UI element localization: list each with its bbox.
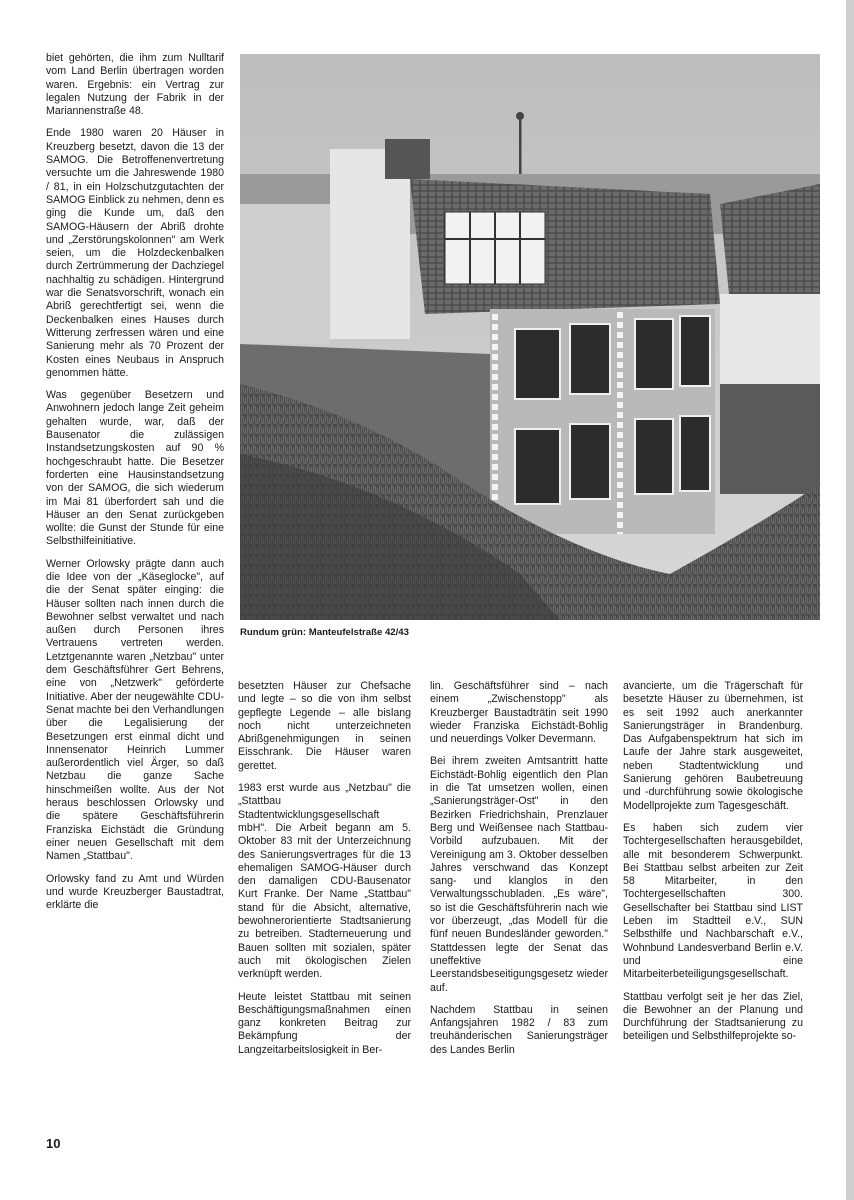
page-edge (846, 0, 854, 1200)
photo-caption: Rundum grün: Manteufelstraße 42/43 (240, 627, 409, 638)
text-column-3 (430, 680, 608, 1066)
paragraph: lin. Geschäftsführer sind – nach einem „Zwischenstopp" als Kreuzberger Baustadträtin seit 1990 wieder Franziska Eichstädt-Bohlig und neuerdings Volker Devermann. (430, 680, 608, 746)
paragraph: Orlowsky fand zu Amt und Würden und wurde Kreuzberger Baustadtrat, erklärte die (46, 872, 224, 912)
paragraph: avancierte, um die Trägerschaft für besetzte Häuser zu übernehmen, ist es seit 1992 auch anerkannter Sanierungsträger in Brandenburg. Das Aufgabenspektrum hat sich im Laufe der Jahre stark ausgeweitet, neben Stadtentwicklung und Sanierung gehören Baubetreuung und -durchführung sowie ökologische Modellprojekte zum Tagesgeschäft. (623, 680, 803, 812)
paragraph: Nachdem Stattbau in seinen Anfangsjahren 1982 / 83 zum treuhänderischen Sanierungsträger des Landes Berlin (430, 1003, 608, 1056)
paragraph: Es haben sich zudem vier Tochtergesellschaften herausgebildet, alle mit besonderem Schwerpunkt. Bei Stattbau selbst arbeiten zur Zeit 58 Mitarbeiter, in den Tochtergesellschaften 300. Gesellschafter bei Stattbau sind LIST Leben im Stadtteil e.V., SUN Selbsthilfe und Nachbarschaft e.V., Wohnbund Landesverband Berlin e.V. und eine Mitarbeiterbeteiligungsgesellschaft. (623, 821, 803, 981)
paragraph: biet gehörten, die ihm zum Nulltarif vom Land Berlin übertragen worden waren. Ergebnis: ein Vertrag zur legalen Nutzung der Fabrik in der Mariannenstraße 48. (46, 52, 224, 118)
text-column-4 (623, 680, 803, 1053)
text-column-1 (46, 52, 224, 921)
paragraph: Werner Orlowsky prägte dann auch die Idee von der „Käseglocke", auf die der Senat später einging: die Häuser sollten nach innen durch die Bewohner selbst verwaltet und nach außen durch Personen ihres Vertrauens vertreten werden. Letztgenannte waren „Netzbau" unter dem Geschäftsführer Gert Behrens, eine von „Netzwerk" geförderte Initiative. Aber der neugewählte CDU-Senat machte bei den Verhandlungen über die Legalisierung der Besetzungen erst einmal dicht und Innensenator Heinrich Lummer außerordentlich viel Ärger, so daß Netzbau die ganze Sache hinschmeißen wollte. Aus der Not heraus beschlossen Orlowsky und die spätere Geschäftsführerin Franziska Eichstädt die Gründung einer neuen Gesellschaft mit dem Namen „Stattbau". (46, 557, 224, 863)
paragraph: Was gegenüber Besetzern und Anwohnern jedoch lange Zeit geheim gehalten wurde, war, daß der Bausenator die zulässigen Instandsetzungskosten auf 90 % hochgeschraubt hatte. Die Besetzer forderten eine Hausinstandsetzung von der SAMOG, die sich wiederum im Mai 81 überfordert sah und die Häuser an den Senat zurückgeben wollte: die Gunst der Stunde für eine Selbsthilfeinitiative. (46, 389, 224, 548)
paragraph: 1983 erst wurde aus „Netzbau" die „Stattbau Stadtentwicklungsgesellschaft mbH". Die Arbeit begann am 5. Oktober 83 mit der Unterzeichnung des Sanierungsvertrages für die 13 ehemaligen SAMOG-Häuser durch den damaligen CDU-Bausenator Kurt Franke. Der Name „Stattbau" stand für die Absicht, alternative, bewohnerorientierte Stadtsanierung zu betreiben. Stadterneuerung und Bauen sollten mit sozialen, später auch mit ökologischen Zielen verknüpft werden. (238, 782, 411, 981)
photo-illustration (240, 54, 820, 620)
photo-courtyard-building (240, 54, 820, 620)
paragraph: Bei ihrem zweiten Amtsantritt hatte Eichstädt-Bohlig eigentlich den Plan in die Tat umsetzen wollen, einen „Sanierungsträger-Ost" in den Bezirken Friedrichshain, Prenzlauer Berg und Weißensee nach Stattbau-Vorbild aufzubauen. Mit der Vereinigung am 3. Oktober desselben Jahres verschwand das Konzept sang- und klanglos in den Verwaltungsschubladen. „Es wäre", so ist die Geschäftsführerin nach wie vor überzeugt, „das Modell für die fünf neuen Bundesländer geworden." Stattdessen legte der Senat das uneffektive Leerstandsbeseitigungsgesetz wieder auf. (430, 755, 608, 994)
text-column-2 (238, 680, 411, 1066)
paragraph: Heute leistet Stattbau mit seinen Beschäftigungsmaßnahmen einen ganz konkreten Beitrag zur Bekämpfung der Langzeitarbeitslosigkeit in Ber- (238, 990, 411, 1056)
page-number: 10 (46, 1136, 61, 1151)
paragraph: besetzten Häuser zur Chefsache und legte – so die von ihm selbst gepflegte Legende – alle bislang noch nicht unterzeichneten Abrißgenehmigungen in seinen Eisschrank. Die Häuser waren gerettet. (238, 680, 411, 772)
paragraph: Ende 1980 waren 20 Häuser in Kreuzberg besetzt, davon die 13 der SAMOG. Die Betroffenenvertretung versuchte um die Jahreswende 1980 / 81, in ein Holzschutzgutachten der SAMOG Einblick zu nehmen, denn es ging die Kunde um, daß den SAMOG-Häusern der Abriß drohte und „Zerstörungskolonnen" am Werk seien, um die Holzdeckenbalken durch Zertrümmerung der Dachziegel nachhaltig zu schädigen. Hintergrund war die Senatsvorschrift, wonach ein Abriß gerechtfertigt sei, wenn die Deckenbalken eines Hauses durch Witterung zerfressen wären und eine Sanierung mehr als 70 Prozent der Kosten eines Neubaus in Anspruch genommen hätte. (46, 127, 224, 379)
paragraph: Stattbau verfolgt seit je her das Ziel, die Bewohner an der Planung und Durchführung der Stadtsanierung zu beteiligen und Selbsthilfeprojekte so- (623, 990, 803, 1043)
